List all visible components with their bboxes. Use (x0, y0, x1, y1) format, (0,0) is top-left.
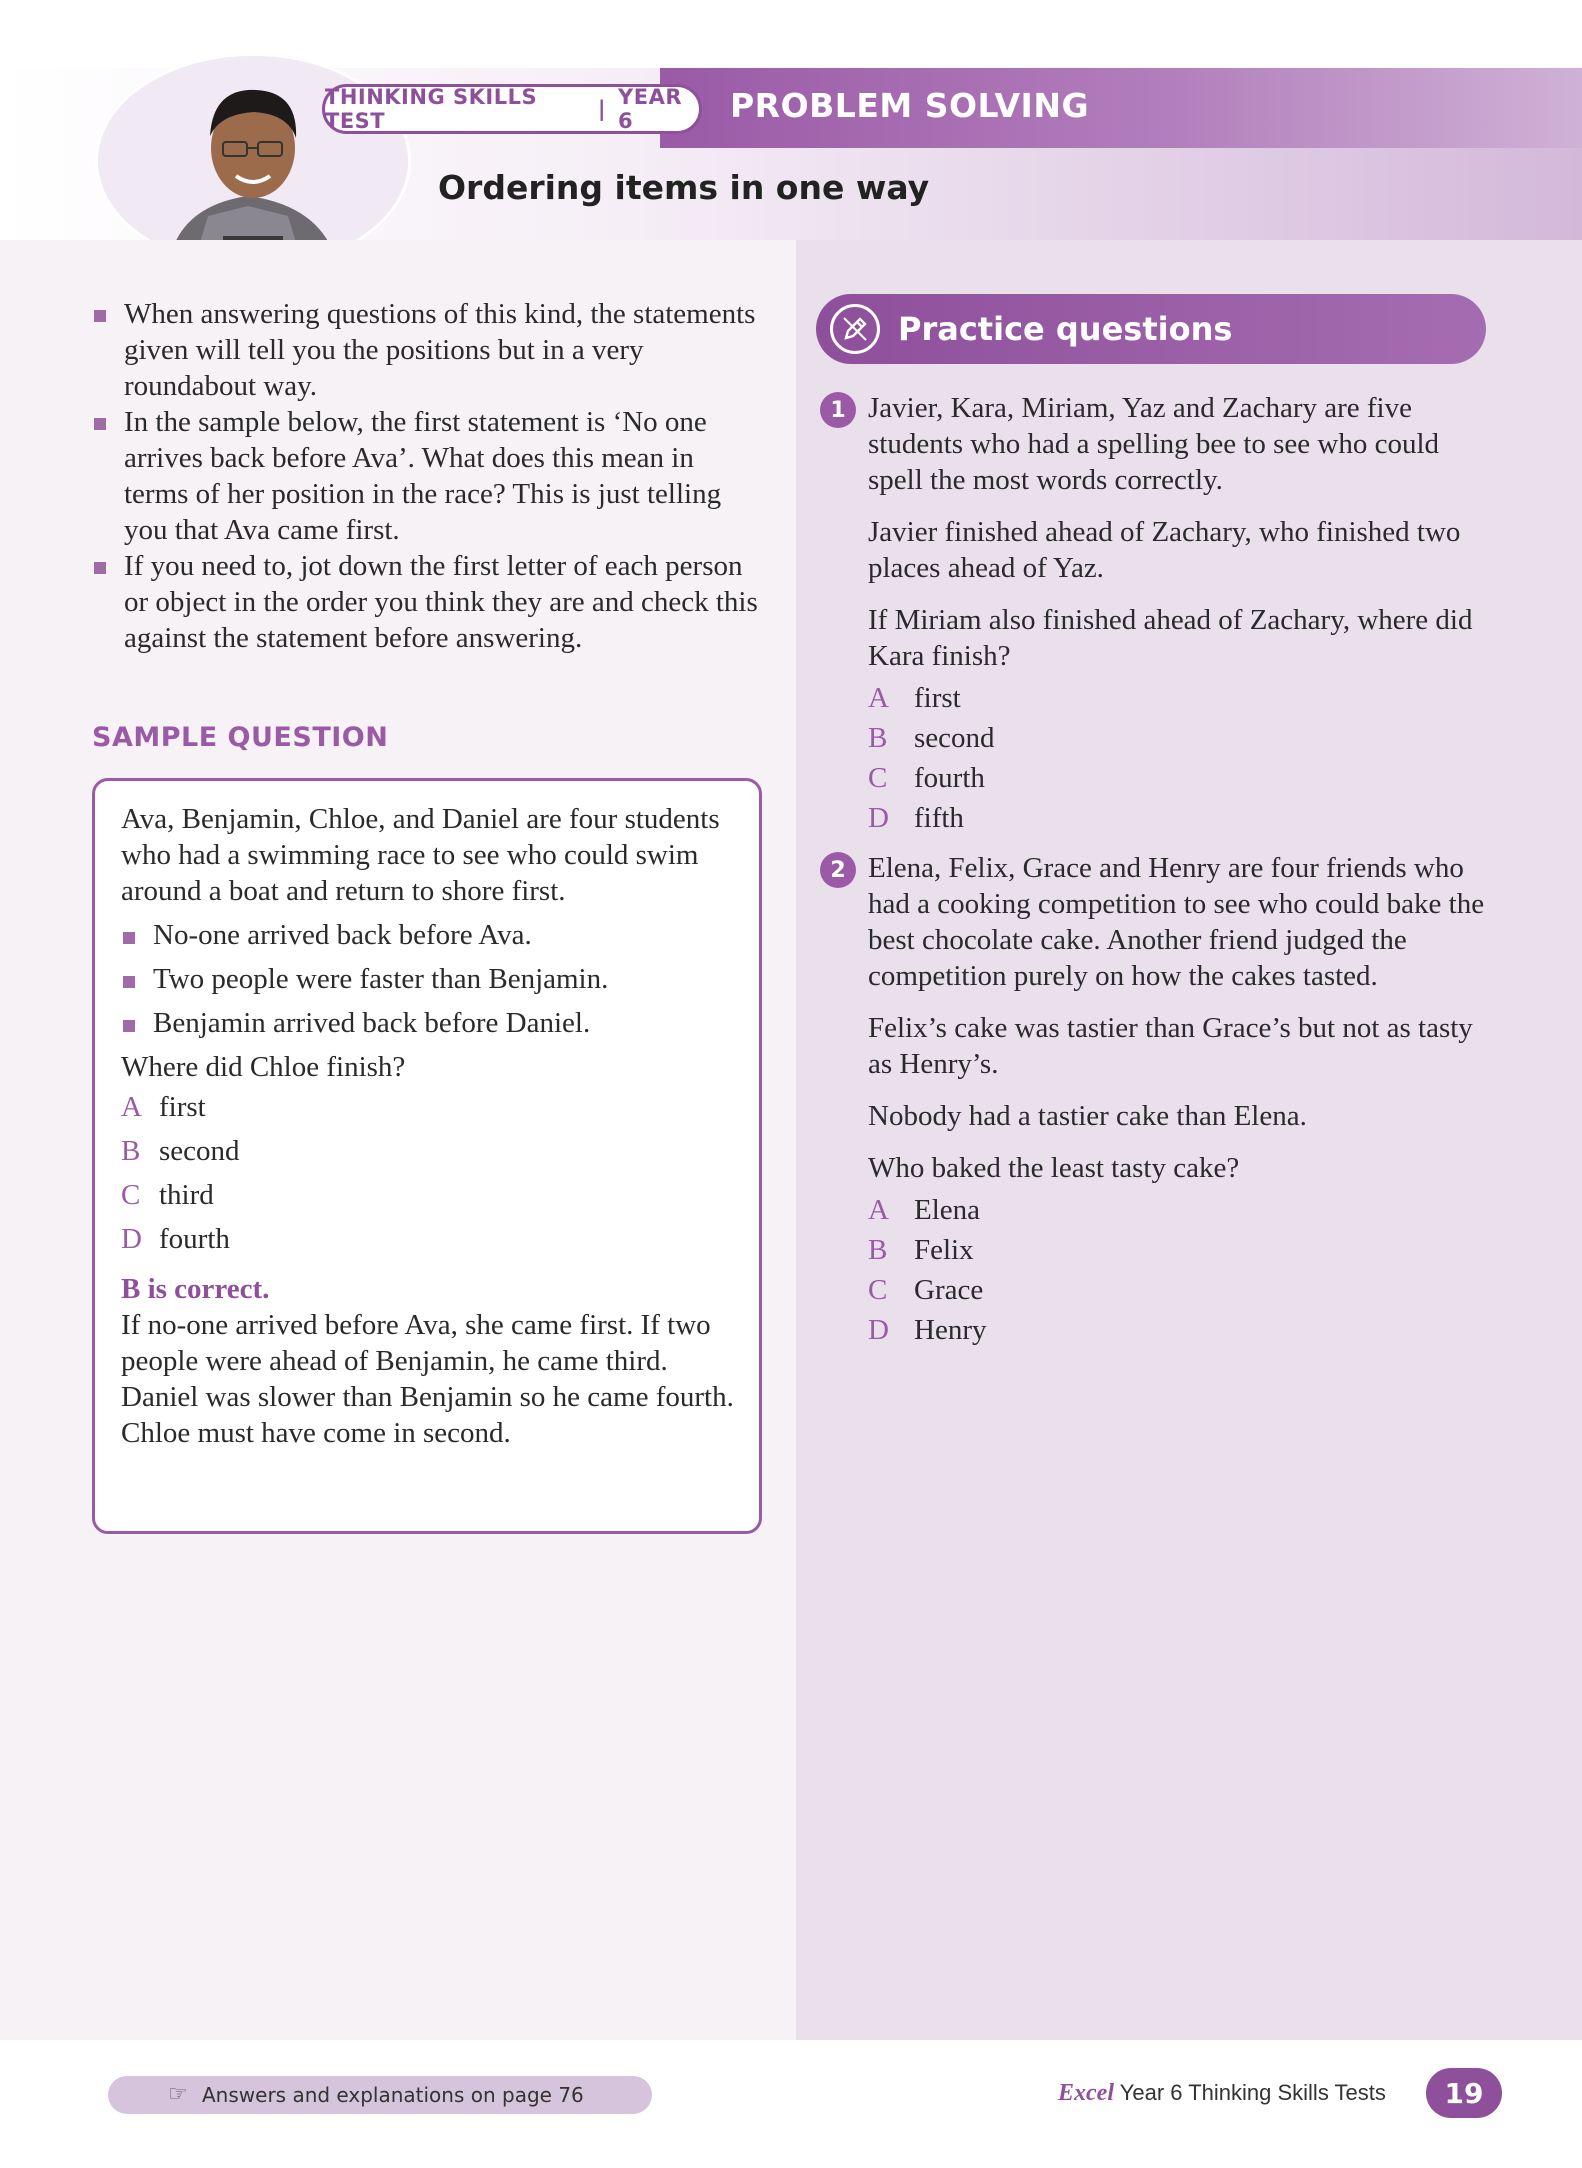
page-subtitle: Ordering items in one way (438, 168, 930, 207)
test-tag (322, 84, 702, 134)
option-letter: B (868, 722, 888, 754)
clue-text: No-one arrived back before Ava. (153, 919, 532, 951)
bullet-square-icon (94, 418, 106, 430)
practice-header (816, 294, 1486, 364)
question-number-badge: 1 (820, 392, 856, 428)
clue-item (121, 1005, 735, 1041)
option-text: Elena (914, 1194, 981, 1226)
pencil-icon-graphic (840, 314, 870, 344)
question-paragraph: Elena, Felix, Grace and Henry are four friends who had a cooking competition to see who could bake the best chocolate cake. Another friend judged the competition purely on how the cakes tasted. (868, 852, 1485, 992)
bullet-square-icon (94, 562, 106, 574)
option-text: Grace (914, 1274, 984, 1306)
answers-reference-text: Answers and explanations on page 76 (202, 2083, 584, 2107)
option-text: first (914, 682, 961, 714)
option-text: second (159, 1135, 240, 1167)
sample-clues (121, 917, 735, 1041)
question-paragraph: Felix’s cake was tastier than Grace’s but not as tasty as Henry’s. (868, 1012, 1473, 1080)
clue-item (121, 917, 735, 953)
tip-item (92, 548, 762, 656)
tip-text: In the sample below, the first statement is ‘No one arrives back before Ava’. What does this mean in terms of her position in the race? This is just telling you that Ava came first. (124, 406, 722, 546)
answer-option[interactable] (868, 758, 1490, 798)
practice-question-2 (820, 850, 1490, 1350)
brand-logo: Excel (1058, 2080, 1114, 2106)
option-text: Henry (914, 1314, 987, 1346)
option-text: second (914, 722, 995, 754)
tip-text: If you need to, jot down the first letter of each person or object in the order you think they are and check this against the statement before answering. (124, 550, 758, 654)
option-letter: D (868, 802, 889, 834)
option-letter: D (868, 1314, 889, 1346)
bullet-square-icon (123, 976, 135, 988)
answer-explanation: If no-one arrived before Ava, she came first. If two people were ahead of Benjamin, he came third. Daniel was slower than Benjamin so he came fourth. Chloe must have come in second. (121, 1309, 734, 1449)
clue-text: Two people were faster than Benjamin. (153, 963, 609, 995)
option-letter: B (121, 1135, 141, 1167)
sample-option (121, 1217, 735, 1261)
pencil-icon (830, 304, 880, 354)
bullet-square-icon (123, 932, 135, 944)
sample-intro: Ava, Benjamin, Chloe, and Daniel are four students who had a swimming race to see who could swim around a boat and return to shore first. (121, 803, 720, 907)
tag-separator: | (597, 97, 607, 121)
question-number-badge: 2 (820, 852, 856, 888)
option-text: fourth (914, 762, 985, 794)
answers-reference[interactable] (108, 2076, 652, 2114)
option-text: fifth (914, 802, 964, 834)
sample-heading: SAMPLE QUESTION (92, 722, 389, 753)
practice-question-1 (820, 390, 1490, 838)
answer-option[interactable] (868, 1230, 1490, 1270)
tip-text: When answering questions of this kind, the statements given will tell you the positions but in a very roundabout way. (124, 298, 756, 402)
sample-option (121, 1085, 735, 1129)
option-letter: A (121, 1091, 142, 1123)
option-text: fourth (159, 1223, 230, 1255)
answer-option[interactable] (868, 1310, 1490, 1350)
option-letter: A (868, 1194, 889, 1226)
section-title: PROBLEM SOLVING (730, 86, 1090, 125)
book-title-text: Year 6 Thinking Skills Tests (1113, 2080, 1386, 2105)
pointing-hand-icon: ☞ (168, 2082, 188, 2107)
option-letter: C (868, 1274, 888, 1306)
option-letter: D (121, 1223, 142, 1255)
question-paragraph: If Miriam also finished ahead of Zachary, where did Kara finish? (868, 604, 1473, 672)
tips-list (92, 296, 762, 656)
answer-label: B is correct. (121, 1273, 270, 1305)
sample-option (121, 1129, 735, 1173)
bullet-square-icon (94, 310, 106, 322)
option-letter: C (121, 1179, 141, 1211)
sample-option (121, 1173, 735, 1217)
book-title (1058, 2080, 1386, 2107)
sample-question-box (92, 778, 762, 1534)
question-body (868, 850, 1490, 1350)
tip-item (92, 404, 762, 548)
option-text: first (159, 1091, 206, 1123)
question-paragraph: Javier finished ahead of Zachary, who finished two places ahead of Yaz. (868, 516, 1461, 584)
question-body (868, 390, 1490, 838)
option-text: Felix (914, 1234, 974, 1266)
year-tag-label: YEAR 6 (618, 85, 683, 133)
question-paragraph: Nobody had a tastier cake than Elena. (868, 1100, 1307, 1132)
answer-option[interactable] (868, 1270, 1490, 1310)
clue-item (121, 961, 735, 997)
bullet-square-icon (123, 1020, 135, 1032)
clue-text: Benjamin arrived back before Daniel. (153, 1007, 591, 1039)
answer-option[interactable] (868, 1190, 1490, 1230)
option-letter: A (868, 682, 889, 714)
sample-question: Where did Chloe finish? (121, 1051, 406, 1083)
tip-item (92, 296, 762, 404)
question-paragraph: Who baked the least tasty cake? (868, 1152, 1240, 1184)
test-tag-label: THINKING SKILLS TEST (325, 85, 538, 133)
answer-option[interactable] (868, 798, 1490, 838)
option-letter: B (868, 1234, 888, 1266)
option-text: third (159, 1179, 214, 1211)
page-number: 19 (1426, 2068, 1502, 2118)
question-paragraph: Javier, Kara, Miriam, Yaz and Zachary are five students who had a spelling bee to see who could spell the most words correctly. (868, 392, 1440, 496)
practice-title: Practice questions (898, 310, 1233, 348)
answer-option[interactable] (868, 678, 1490, 718)
answer-option[interactable] (868, 718, 1490, 758)
option-letter: C (868, 762, 888, 794)
